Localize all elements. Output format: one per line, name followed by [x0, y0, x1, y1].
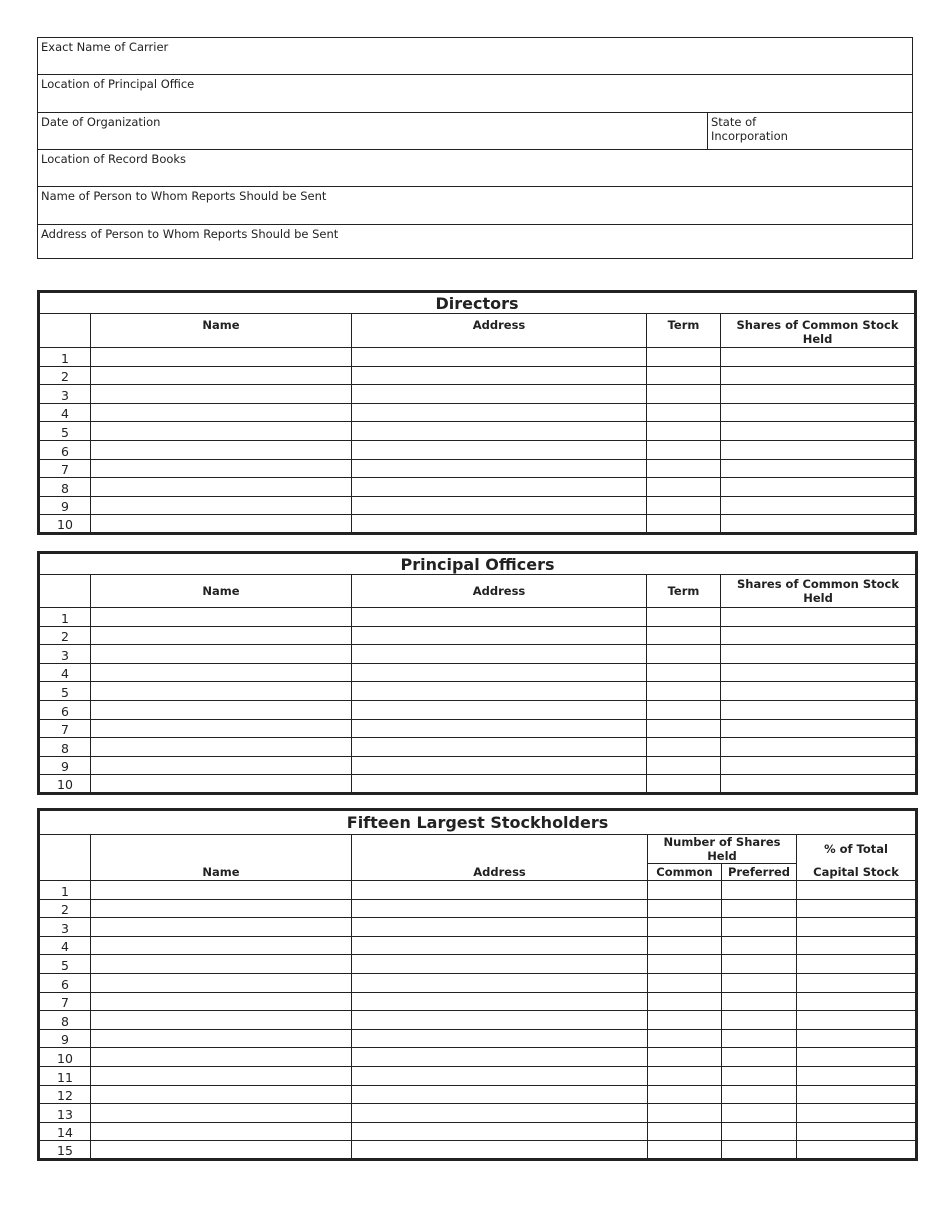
- entry-cell[interactable]: [722, 992, 797, 1011]
- column-header-address: Address: [352, 314, 647, 348]
- table-row: [39, 936, 917, 955]
- entry-cell[interactable]: [648, 1066, 722, 1085]
- entry-cell[interactable]: [722, 881, 797, 900]
- entry-cell[interactable]: [648, 1048, 722, 1067]
- entry-cell[interactable]: [721, 440, 916, 459]
- column-header-shares: Shares of Common Stock Held: [721, 314, 916, 348]
- entry-cell[interactable]: [91, 348, 352, 367]
- entry-cell[interactable]: [648, 1011, 722, 1030]
- entry-cell[interactable]: [721, 366, 916, 385]
- row-number: 10: [39, 515, 91, 534]
- field-label: Date of Organization: [41, 115, 161, 129]
- entry-cell[interactable]: [647, 403, 721, 422]
- entry-cell[interactable]: [352, 366, 647, 385]
- entry-cell[interactable]: [797, 918, 917, 937]
- entry-cell[interactable]: [352, 645, 647, 664]
- entry-cell[interactable]: [721, 700, 917, 719]
- row-number: 7: [39, 992, 91, 1011]
- entry-cell[interactable]: [352, 775, 647, 794]
- entry-cell[interactable]: [352, 1011, 648, 1030]
- entry-cell[interactable]: [721, 756, 917, 775]
- table-row: [39, 626, 917, 645]
- row-number: 6: [39, 973, 91, 992]
- table-row: [39, 955, 917, 974]
- entry-cell[interactable]: [648, 1104, 722, 1123]
- row-number-header: [39, 835, 91, 881]
- stockholders-rows: [39, 881, 917, 1160]
- entry-cell[interactable]: [91, 478, 352, 497]
- entry-cell[interactable]: [721, 478, 916, 497]
- entry-cell[interactable]: [91, 756, 352, 775]
- table-row: [39, 348, 916, 367]
- entry-cell[interactable]: [722, 1048, 797, 1067]
- entry-cell[interactable]: [91, 899, 352, 918]
- entry-cell[interactable]: [797, 936, 917, 955]
- table-row: [39, 645, 917, 664]
- field-principal-office[interactable]: [38, 74, 912, 113]
- entry-cell[interactable]: [91, 645, 352, 664]
- row-number: 5: [39, 682, 91, 701]
- row-number: 1: [39, 608, 91, 627]
- entry-cell[interactable]: [647, 478, 721, 497]
- table-row: [39, 515, 916, 534]
- entry-cell[interactable]: [91, 440, 352, 459]
- entry-cell[interactable]: [721, 385, 916, 404]
- entry-cell[interactable]: [722, 1085, 797, 1104]
- entry-cell[interactable]: [352, 955, 648, 974]
- entry-cell[interactable]: [352, 478, 647, 497]
- entry-cell[interactable]: [91, 1048, 352, 1067]
- entry-cell[interactable]: [797, 1122, 917, 1141]
- entry-cell[interactable]: [797, 1085, 917, 1104]
- row-number-header: [39, 575, 91, 608]
- entry-cell[interactable]: [91, 1122, 352, 1141]
- row-number: 2: [39, 366, 91, 385]
- entry-cell[interactable]: [722, 1104, 797, 1123]
- entry-cell[interactable]: [352, 719, 647, 738]
- row-number: 8: [39, 738, 91, 757]
- entry-cell[interactable]: [648, 1141, 722, 1160]
- field-label: Exact Name of Carrier: [41, 40, 169, 54]
- entry-cell[interactable]: [722, 973, 797, 992]
- table-row: [39, 478, 916, 497]
- entry-cell[interactable]: [721, 719, 917, 738]
- row-number: 8: [39, 1011, 91, 1030]
- officers-table: [37, 551, 918, 795]
- column-header-preferred: Preferred: [722, 864, 797, 881]
- field-label: Address of Person to Whom Reports Should be Sent: [41, 227, 339, 241]
- row-number: 6: [39, 440, 91, 459]
- row-number: 5: [39, 422, 91, 441]
- entry-cell[interactable]: [721, 496, 916, 515]
- entry-cell[interactable]: [352, 663, 647, 682]
- officers-rows: [39, 608, 917, 794]
- column-header-common: Common: [648, 864, 722, 881]
- officers-title: Principal Officers: [39, 553, 917, 575]
- entry-cell[interactable]: [91, 719, 352, 738]
- entry-cell[interactable]: [648, 973, 722, 992]
- row-number: 9: [39, 496, 91, 515]
- entry-cell[interactable]: [647, 700, 721, 719]
- row-number: 9: [39, 1029, 91, 1048]
- entry-cell[interactable]: [647, 756, 721, 775]
- entry-cell[interactable]: [91, 663, 352, 682]
- row-number: 1: [39, 348, 91, 367]
- entry-cell[interactable]: [647, 366, 721, 385]
- row-number: 8: [39, 478, 91, 497]
- entry-cell[interactable]: [91, 738, 352, 757]
- table-row: [39, 756, 917, 775]
- entry-cell[interactable]: [352, 348, 647, 367]
- row-number: 11: [39, 1066, 91, 1085]
- entry-cell[interactable]: [797, 992, 917, 1011]
- entry-cell[interactable]: [722, 955, 797, 974]
- table-row: [39, 663, 917, 682]
- table-row: [39, 738, 917, 757]
- entry-cell[interactable]: [722, 1122, 797, 1141]
- entry-cell[interactable]: [648, 936, 722, 955]
- entry-cell[interactable]: [352, 440, 647, 459]
- entry-cell[interactable]: [91, 626, 352, 645]
- column-header-pct-line1: % of Total: [797, 835, 917, 864]
- entry-cell[interactable]: [352, 459, 647, 478]
- entry-cell[interactable]: [91, 403, 352, 422]
- row-number: 10: [39, 1048, 91, 1067]
- entry-cell[interactable]: [91, 881, 352, 900]
- column-header-term: Term: [647, 314, 721, 348]
- entry-cell[interactable]: [648, 1029, 722, 1048]
- field-report-recipient-name[interactable]: [38, 186, 912, 225]
- row-number: 1: [39, 881, 91, 900]
- entry-cell[interactable]: [721, 682, 917, 701]
- table-row: [39, 881, 917, 900]
- entry-cell[interactable]: [648, 1085, 722, 1104]
- entry-cell[interactable]: [797, 973, 917, 992]
- column-group-shares-held: Number of Shares Held: [648, 835, 797, 864]
- row-number: 5: [39, 955, 91, 974]
- field-report-recipient-address[interactable]: [38, 224, 912, 261]
- entry-cell[interactable]: [352, 1104, 648, 1123]
- entry-cell[interactable]: [91, 515, 352, 534]
- row-number: 13: [39, 1104, 91, 1123]
- entry-cell[interactable]: [797, 899, 917, 918]
- row-number: 3: [39, 385, 91, 404]
- stockholders-title: Fifteen Largest Stockholders: [39, 810, 917, 835]
- entry-cell[interactable]: [721, 626, 917, 645]
- row-number: 4: [39, 663, 91, 682]
- table-row: [39, 1122, 917, 1141]
- entry-cell[interactable]: [647, 459, 721, 478]
- entry-cell[interactable]: [647, 608, 721, 627]
- entry-cell[interactable]: [352, 899, 648, 918]
- column-header-name: Name: [91, 835, 352, 881]
- entry-cell[interactable]: [797, 1141, 917, 1160]
- entry-cell[interactable]: [647, 645, 721, 664]
- entry-cell[interactable]: [647, 515, 721, 534]
- entry-cell[interactable]: [352, 1066, 648, 1085]
- table-row: [39, 775, 917, 794]
- row-number: 9: [39, 756, 91, 775]
- entry-cell[interactable]: [797, 1029, 917, 1048]
- entry-cell[interactable]: [647, 682, 721, 701]
- entry-cell[interactable]: [647, 719, 721, 738]
- entry-cell[interactable]: [722, 918, 797, 937]
- entry-cell[interactable]: [721, 738, 917, 757]
- entry-cell[interactable]: [352, 973, 648, 992]
- entry-cell[interactable]: [721, 403, 916, 422]
- column-header-name: Name: [91, 314, 352, 348]
- table-row: [39, 403, 916, 422]
- field-carrier-name[interactable]: [38, 38, 912, 74]
- row-number: 2: [39, 626, 91, 645]
- row-number: 15: [39, 1141, 91, 1160]
- entry-cell[interactable]: [91, 459, 352, 478]
- entry-cell[interactable]: [352, 608, 647, 627]
- entry-cell[interactable]: [352, 515, 647, 534]
- entry-cell[interactable]: [91, 1104, 352, 1123]
- column-header-term: Term: [647, 575, 721, 608]
- entry-cell[interactable]: [352, 1085, 648, 1104]
- row-number: 7: [39, 719, 91, 738]
- row-number: 4: [39, 403, 91, 422]
- entry-cell[interactable]: [91, 1066, 352, 1085]
- table-row: [39, 1011, 917, 1030]
- entry-cell[interactable]: [352, 1048, 648, 1067]
- column-header-address: Address: [352, 575, 647, 608]
- entry-cell[interactable]: [797, 1011, 917, 1030]
- entry-cell[interactable]: [91, 682, 352, 701]
- entry-cell[interactable]: [648, 992, 722, 1011]
- entry-cell[interactable]: [648, 1122, 722, 1141]
- row-number: 4: [39, 936, 91, 955]
- entry-cell[interactable]: [722, 1141, 797, 1160]
- entry-cell[interactable]: [352, 738, 647, 757]
- table-row: [39, 1104, 917, 1123]
- entry-cell[interactable]: [91, 973, 352, 992]
- entry-cell[interactable]: [647, 422, 721, 441]
- entry-cell[interactable]: [352, 496, 647, 515]
- entry-cell[interactable]: [647, 385, 721, 404]
- entry-cell[interactable]: [722, 1011, 797, 1030]
- table-row: [39, 1048, 917, 1067]
- entry-cell[interactable]: [352, 700, 647, 719]
- entry-cell[interactable]: [352, 992, 648, 1011]
- table-row: [39, 459, 916, 478]
- entry-cell[interactable]: [352, 936, 648, 955]
- entry-cell[interactable]: [352, 881, 648, 900]
- entry-cell[interactable]: [721, 608, 917, 627]
- row-number: 6: [39, 700, 91, 719]
- entry-cell[interactable]: [352, 1122, 648, 1141]
- entry-cell[interactable]: [648, 918, 722, 937]
- entry-cell[interactable]: [352, 385, 647, 404]
- row-number: 10: [39, 775, 91, 794]
- entry-cell[interactable]: [647, 663, 721, 682]
- field-label: State of Incorporation: [711, 115, 788, 143]
- entry-cell[interactable]: [721, 348, 916, 367]
- entry-cell[interactable]: [648, 899, 722, 918]
- entry-cell[interactable]: [352, 918, 648, 937]
- entry-cell[interactable]: [352, 403, 647, 422]
- entry-cell[interactable]: [797, 1048, 917, 1067]
- entry-cell[interactable]: [352, 756, 647, 775]
- row-number: 3: [39, 645, 91, 664]
- entry-cell[interactable]: [722, 899, 797, 918]
- field-label: Name of Person to Whom Reports Should be Sent: [41, 189, 327, 203]
- entry-cell[interactable]: [352, 682, 647, 701]
- entry-cell[interactable]: [797, 955, 917, 974]
- entry-cell[interactable]: [722, 936, 797, 955]
- table-row: [39, 366, 916, 385]
- row-number: 14: [39, 1122, 91, 1141]
- entry-cell[interactable]: [352, 1029, 648, 1048]
- directors-title: Directors: [39, 292, 916, 314]
- entry-cell[interactable]: [91, 1011, 352, 1030]
- entry-cell[interactable]: [647, 440, 721, 459]
- entry-cell[interactable]: [647, 775, 721, 794]
- column-header-pct-line2: Capital Stock: [797, 864, 917, 881]
- stockholders-table: [37, 808, 918, 1161]
- entry-cell[interactable]: [722, 1066, 797, 1085]
- entry-cell[interactable]: [91, 366, 352, 385]
- table-row: [39, 992, 917, 1011]
- entry-cell[interactable]: [352, 626, 647, 645]
- row-number: 3: [39, 918, 91, 937]
- entry-cell[interactable]: [721, 663, 917, 682]
- column-header-shares: Shares of Common Stock Held: [721, 575, 917, 608]
- entry-cell[interactable]: [91, 385, 352, 404]
- entry-cell[interactable]: [648, 955, 722, 974]
- entry-cell[interactable]: [91, 700, 352, 719]
- entry-cell[interactable]: [721, 645, 917, 664]
- table-row: [39, 608, 917, 627]
- column-header-address: Address: [352, 835, 648, 881]
- table-row: [39, 1029, 917, 1048]
- directors-table: [37, 290, 917, 535]
- entry-cell[interactable]: [91, 775, 352, 794]
- entry-cell[interactable]: [797, 1104, 917, 1123]
- entry-cell[interactable]: [91, 918, 352, 937]
- row-number: 2: [39, 899, 91, 918]
- table-row: [39, 719, 917, 738]
- row-number: 7: [39, 459, 91, 478]
- entry-cell[interactable]: [797, 881, 917, 900]
- entry-cell[interactable]: [352, 1141, 648, 1160]
- field-date-of-organization[interactable]: [38, 112, 912, 150]
- directors-rows: [39, 348, 916, 534]
- entry-cell[interactable]: [91, 608, 352, 627]
- table-row: [39, 496, 916, 515]
- table-row: [39, 440, 916, 459]
- entry-cell[interactable]: [91, 936, 352, 955]
- row-number: 12: [39, 1085, 91, 1104]
- entry-cell[interactable]: [647, 626, 721, 645]
- entry-cell[interactable]: [91, 422, 352, 441]
- table-row: [39, 385, 916, 404]
- table-row: [39, 422, 916, 441]
- column-header-name: Name: [91, 575, 352, 608]
- table-row: [39, 1085, 917, 1104]
- table-row: [39, 1066, 917, 1085]
- entry-cell[interactable]: [648, 881, 722, 900]
- entry-cell[interactable]: [647, 738, 721, 757]
- entry-cell[interactable]: [797, 1066, 917, 1085]
- entry-cell[interactable]: [721, 459, 916, 478]
- field-label: Location of Record Books: [41, 152, 187, 166]
- table-row: [39, 700, 917, 719]
- entry-cell[interactable]: [721, 515, 916, 534]
- carrier-info-block: [37, 37, 913, 259]
- entry-cell[interactable]: [91, 992, 352, 1011]
- field-label: Location of Principal Office: [41, 77, 195, 91]
- entry-cell[interactable]: [647, 496, 721, 515]
- field-record-books[interactable]: [38, 149, 912, 187]
- entry-cell[interactable]: [91, 496, 352, 515]
- entry-cell[interactable]: [91, 1029, 352, 1048]
- table-row: [39, 973, 917, 992]
- table-row: [39, 899, 917, 918]
- entry-cell[interactable]: [647, 348, 721, 367]
- entry-cell[interactable]: [91, 1085, 352, 1104]
- entry-cell[interactable]: [721, 422, 916, 441]
- entry-cell[interactable]: [91, 1141, 352, 1160]
- entry-cell[interactable]: [721, 775, 917, 794]
- entry-cell[interactable]: [722, 1029, 797, 1048]
- table-row: [39, 918, 917, 937]
- entry-cell[interactable]: [352, 422, 647, 441]
- field-state-of-incorporation[interactable]: [707, 113, 788, 150]
- row-number-header: [39, 314, 91, 348]
- table-row: [39, 682, 917, 701]
- entry-cell[interactable]: [91, 955, 352, 974]
- table-row: [39, 1141, 917, 1160]
